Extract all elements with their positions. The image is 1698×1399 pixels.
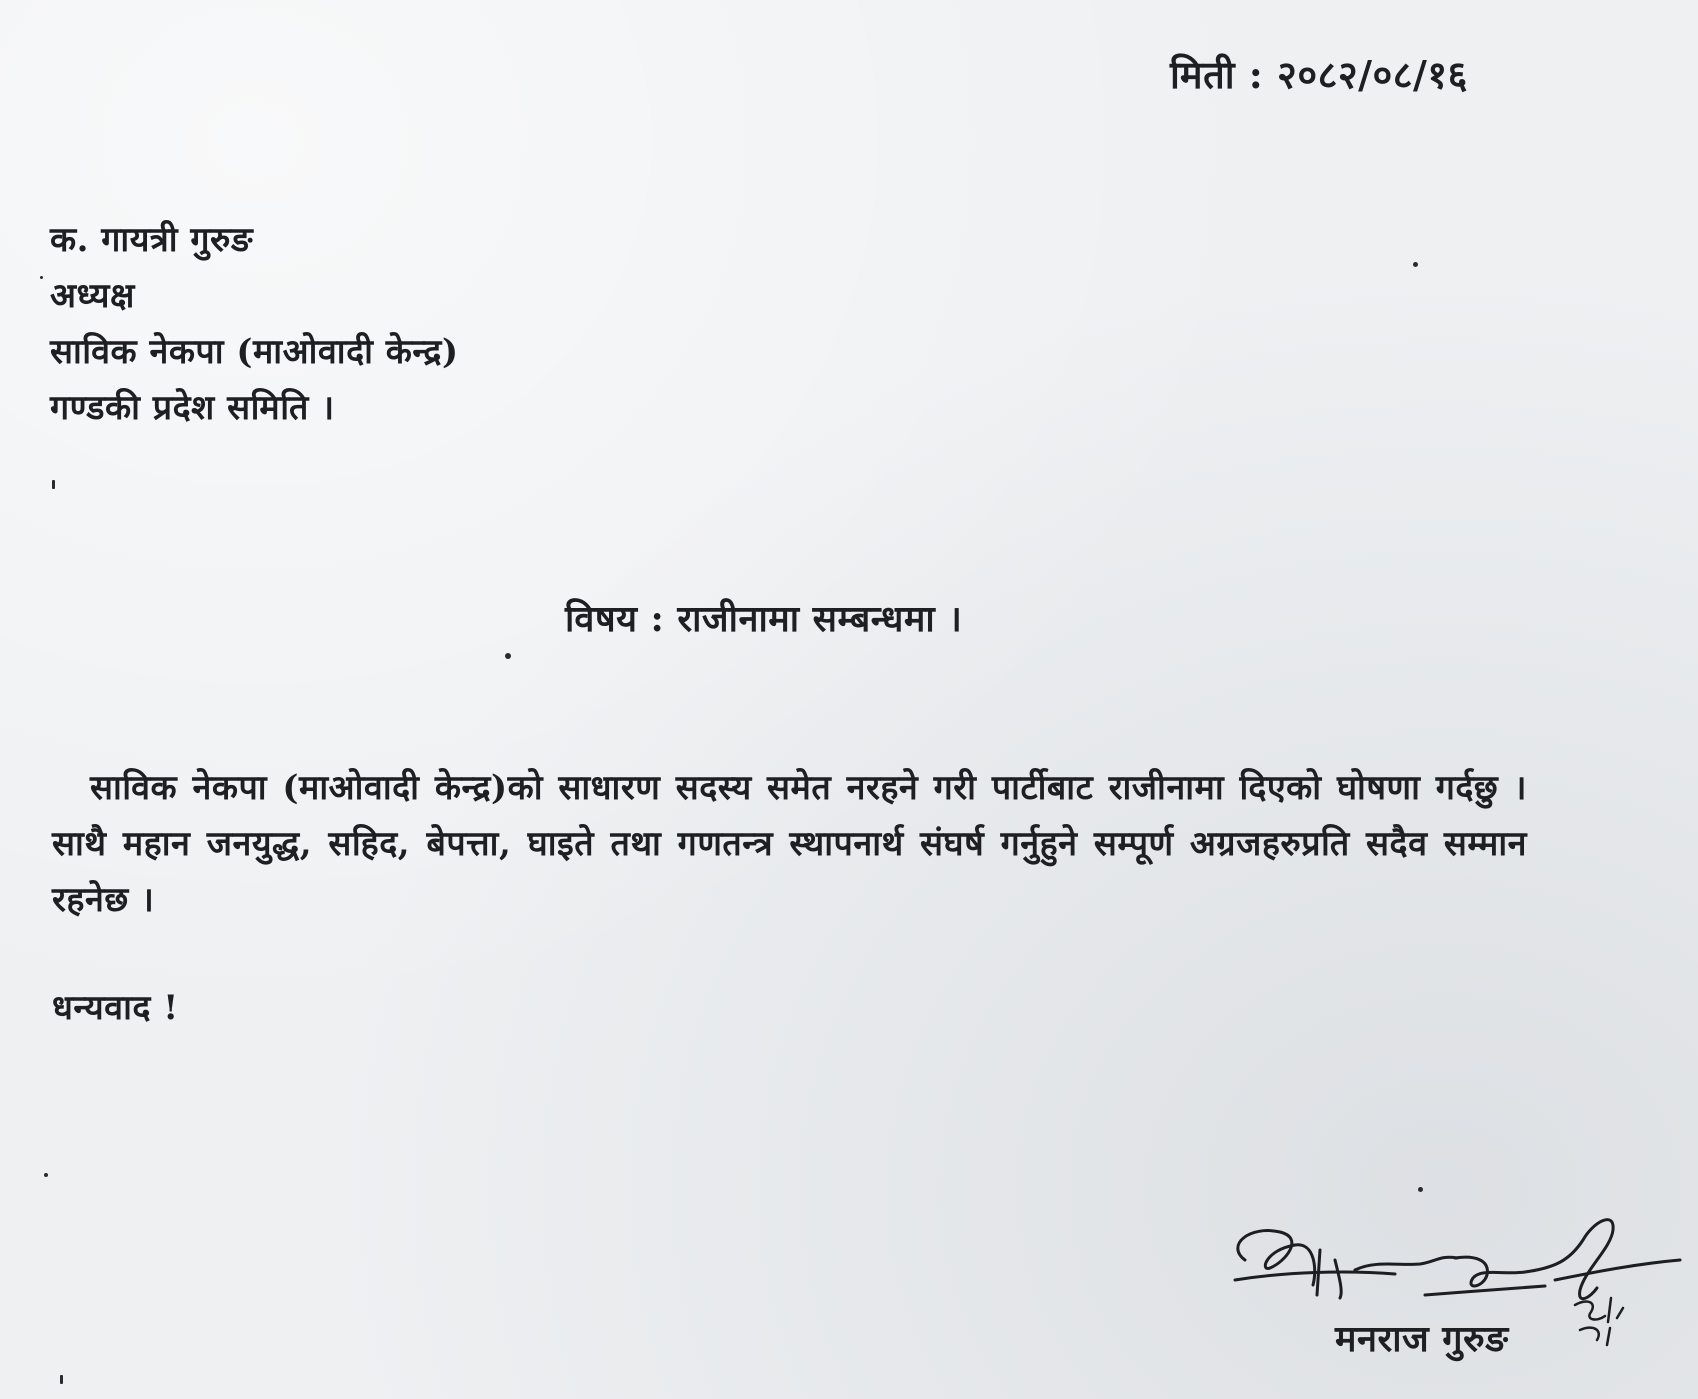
paper-speck [40,276,43,279]
paper-speck [505,653,511,659]
recipient-organization: साविक नेकपा (माओवादी केन्द्र) [50,332,459,372]
recipient-name: क. गायत्री गुरुङ [50,220,253,260]
letter-body: साविक नेकपा (माओवादी केन्द्र)को साधारण सदस्य समेत नरहने गरी पार्टीबाट राजीनामा दिएको घोषणा गर्दछु । साथै महान जनयुद्ध, सहिद, बेपत्ता, घाइते तथा गणतन्त्र स्थापनार्थ संघर्ष गर्नुहुने सम्पूर्ण अग्रजहरुप्रति सदैव सम्मान रहनेछ । [52,768,1527,920]
recipient-committee: गण्डकी प्रदेश समिति । [50,388,335,428]
letter-closing: धन्यवाद ! [52,988,179,1028]
recipient-block [50,212,459,436]
signer-name: मनराज गुरुङ [1335,1318,1509,1360]
letter-date: मिती : २०८२/०८/१६ [1170,52,1468,97]
paper-speck [44,1173,48,1177]
letter-subject: विषय : राजीनामा सम्बन्धमा । [565,598,963,640]
paper-speck [60,1375,63,1384]
paper-speck [1413,262,1418,267]
paper-speck [52,480,55,489]
paper-speck [1418,1187,1423,1192]
recipient-title: अध्यक्ष [50,276,135,316]
